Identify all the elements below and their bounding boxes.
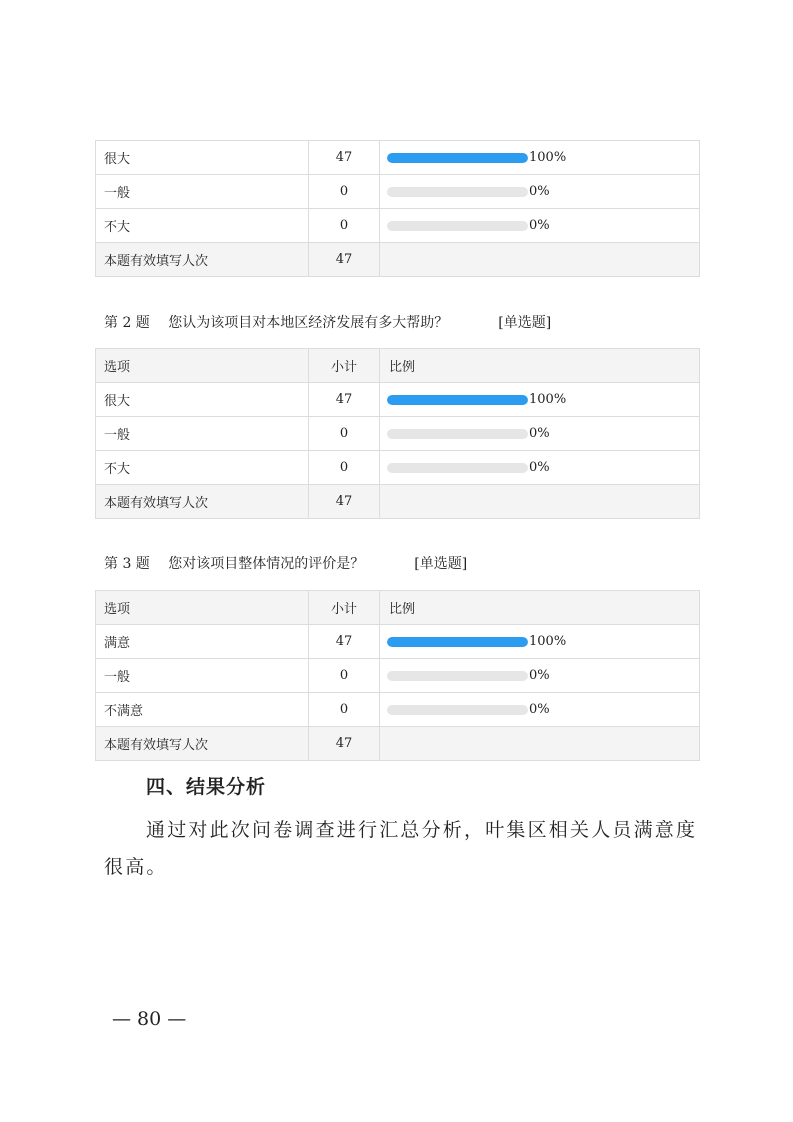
question-type: [单选题] xyxy=(414,556,468,572)
option-count: 0 xyxy=(309,175,380,209)
total-label: 本题有效填写人次 xyxy=(96,727,309,761)
percent-label: 0% xyxy=(529,460,550,475)
option-label: 一般 xyxy=(96,659,309,693)
total-row xyxy=(96,727,700,761)
option-label: 很大 xyxy=(96,141,309,175)
total-label: 本题有效填写人次 xyxy=(96,243,309,277)
empty-cell xyxy=(380,485,700,519)
ratio-cell xyxy=(380,383,700,417)
total-count: 47 xyxy=(309,485,380,519)
ratio-cell xyxy=(380,451,700,485)
progress-bar-fill xyxy=(387,637,528,647)
progress-bar xyxy=(387,221,528,231)
question-title-q3 xyxy=(104,553,467,573)
option-count: 47 xyxy=(309,383,380,417)
header-count: 小计 xyxy=(309,349,380,383)
table-row xyxy=(96,451,700,485)
table-row xyxy=(96,383,700,417)
table-row xyxy=(96,175,700,209)
option-label: 不大 xyxy=(96,451,309,485)
option-label: 一般 xyxy=(96,417,309,451)
option-count: 0 xyxy=(309,417,380,451)
question-text: 第 2 题 您认为该项目对本地区经济发展有多大帮助？ xyxy=(104,315,449,331)
ratio-cell xyxy=(380,693,700,727)
percent-label: 100% xyxy=(529,634,567,649)
progress-bar xyxy=(387,637,528,647)
percent-label: 0% xyxy=(529,702,550,717)
empty-cell xyxy=(380,243,700,277)
progress-bar xyxy=(387,463,528,473)
ratio-cell xyxy=(380,209,700,243)
percent-label: 100% xyxy=(529,392,567,407)
total-row xyxy=(96,243,700,277)
progress-bar xyxy=(387,395,528,405)
header-option: 选项 xyxy=(96,349,309,383)
option-count: 0 xyxy=(309,693,380,727)
survey-table-q2 xyxy=(95,348,700,519)
option-count: 0 xyxy=(309,209,380,243)
total-label: 本题有效填写人次 xyxy=(96,485,309,519)
ratio-cell xyxy=(380,417,700,451)
question-text: 第 3 题 您对该项目整体情况的评价是？ xyxy=(104,556,365,572)
header-ratio: 比例 xyxy=(380,349,700,383)
section-heading: 四、结果分析 xyxy=(146,776,267,798)
option-count: 47 xyxy=(309,625,380,659)
option-count: 0 xyxy=(309,451,380,485)
option-count: 0 xyxy=(309,659,380,693)
question-title-q2 xyxy=(104,312,551,332)
percent-label: 0% xyxy=(529,218,550,233)
progress-bar xyxy=(387,671,528,681)
question-type: [单选题] xyxy=(498,315,552,331)
ratio-cell xyxy=(380,659,700,693)
ratio-cell xyxy=(380,141,700,175)
total-row xyxy=(96,485,700,519)
percent-label: 100% xyxy=(529,150,567,165)
table-row xyxy=(96,417,700,451)
progress-bar xyxy=(387,705,528,715)
percent-label: 0% xyxy=(529,668,550,683)
empty-cell xyxy=(380,727,700,761)
option-count: 47 xyxy=(309,141,380,175)
progress-bar-fill xyxy=(387,153,528,163)
option-label: 一般 xyxy=(96,175,309,209)
option-label: 满意 xyxy=(96,625,309,659)
survey-table-q1 xyxy=(95,140,700,277)
table-row xyxy=(96,693,700,727)
progress-bar xyxy=(387,429,528,439)
table-header xyxy=(96,349,700,383)
survey-table-q3 xyxy=(95,590,700,761)
total-count: 47 xyxy=(309,727,380,761)
header-option: 选项 xyxy=(96,591,309,625)
percent-label: 0% xyxy=(529,426,550,441)
header-ratio: 比例 xyxy=(380,591,700,625)
table-row xyxy=(96,659,700,693)
progress-bar xyxy=(387,153,528,163)
table-row xyxy=(96,625,700,659)
progress-bar xyxy=(387,187,528,197)
percent-label: 0% xyxy=(529,184,550,199)
table-header xyxy=(96,591,700,625)
ratio-cell xyxy=(380,175,700,209)
progress-bar-fill xyxy=(387,395,528,405)
page-number: — 80 — xyxy=(112,1008,187,1030)
ratio-cell xyxy=(380,625,700,659)
body-paragraph: 通过对此次问卷调查进行汇总分析，叶集区相关人员满意度很高。 xyxy=(104,819,698,878)
option-label: 很大 xyxy=(96,383,309,417)
table-row xyxy=(96,209,700,243)
option-label: 不满意 xyxy=(96,693,309,727)
total-count: 47 xyxy=(309,243,380,277)
header-count: 小计 xyxy=(309,591,380,625)
option-label: 不大 xyxy=(96,209,309,243)
table-row xyxy=(96,141,700,175)
